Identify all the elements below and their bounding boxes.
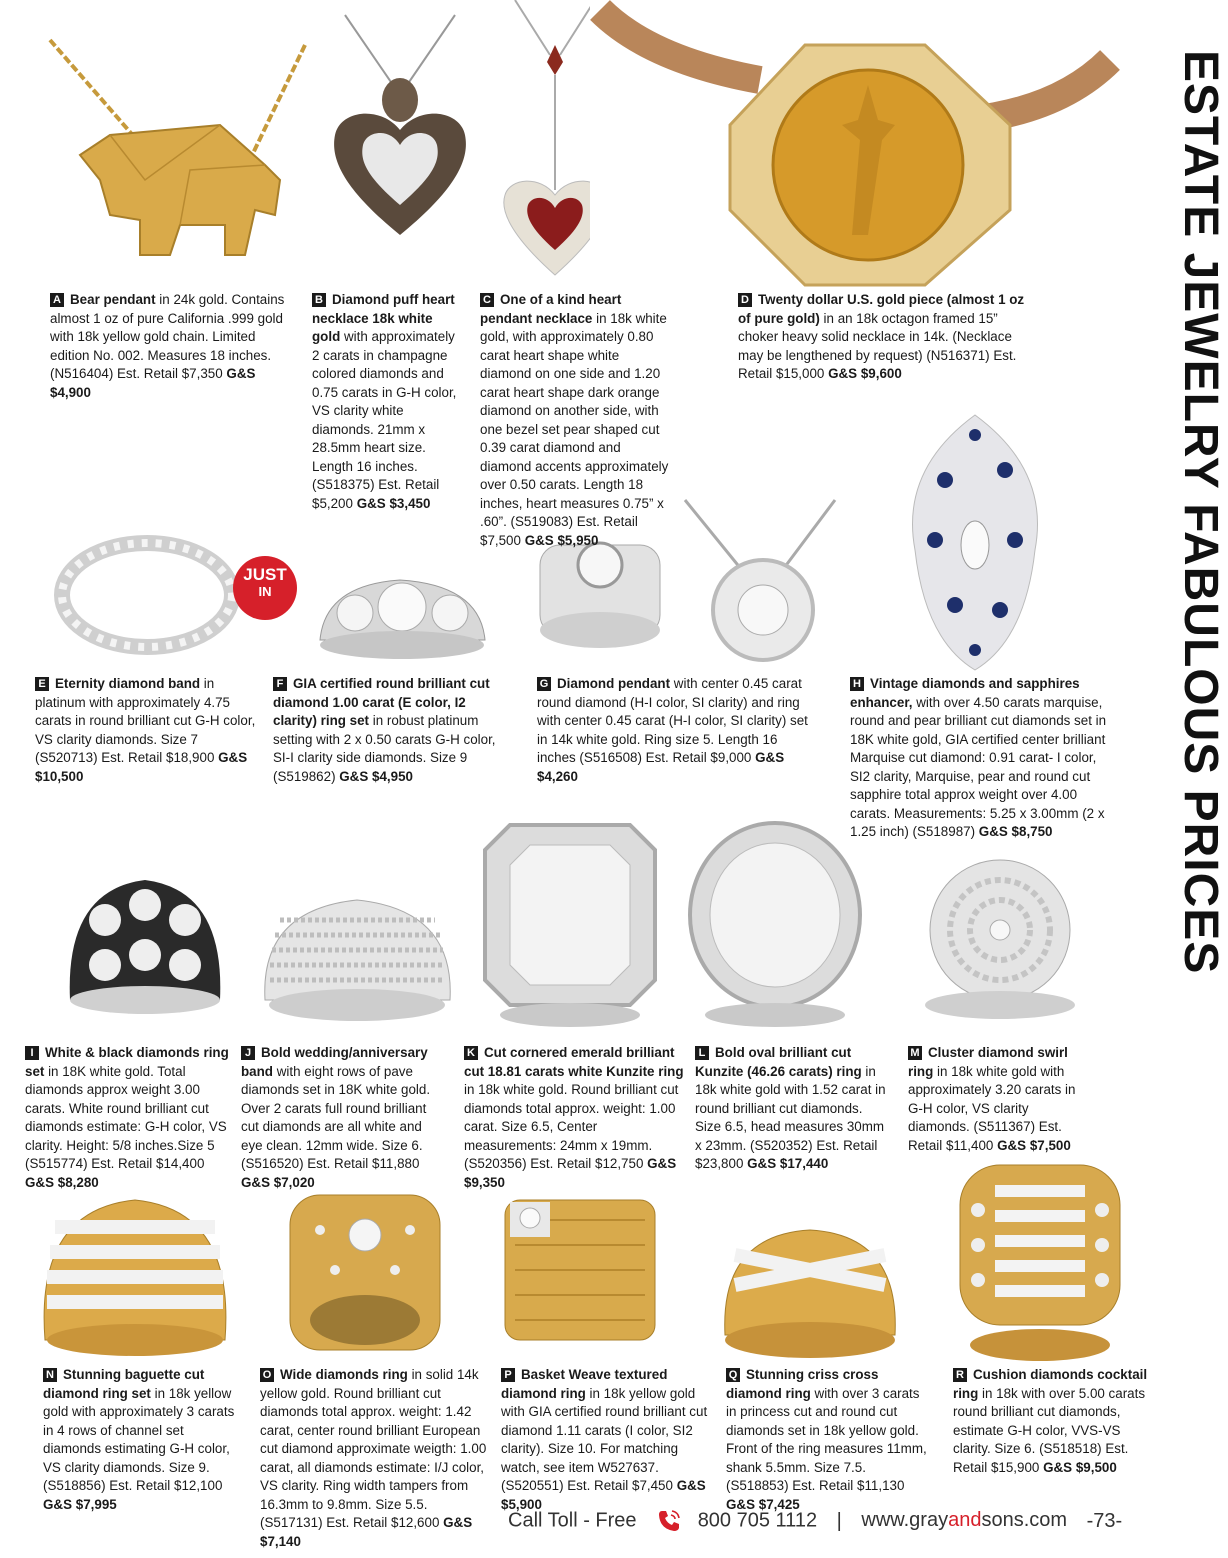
item-letter: N	[43, 1368, 57, 1382]
item-f	[273, 675, 513, 786]
item-desc: in 18k white gold with 1.52 carat in round brilliant cut diamonds. Size 6.5, head measures 30mm x 23mm. (S520352) Est. Retail $23,800	[695, 1063, 886, 1171]
gold-coin-necklace-image	[590, 0, 1120, 290]
item-d	[738, 291, 1038, 384]
item-desc: in 18k white gold. Round brilliant cut diamonds total approx. weight: 1.00 carat. Size 6.5, Center measurements: 24mm x 19mm. (S520356) Est. Retail $12,750	[464, 1082, 679, 1171]
item-desc: with approximately 2 carats in champagne colored diamonds and 0.75 carats in G-H color, VS clarity white diamonds. 21mm x 28.5mm heart size. Length 16 inches. (S518375) Est. Retail $5,200	[312, 329, 457, 511]
item-gs-price: $7,020	[273, 1174, 315, 1190]
three-stone-ring-image	[310, 565, 495, 665]
item-letter: O	[260, 1368, 274, 1382]
item-name: Bold wedding/anniversary band	[241, 1045, 428, 1079]
item-e	[35, 675, 257, 786]
item-letter: L	[695, 1046, 709, 1060]
bear-pendant-image	[20, 20, 320, 290]
item-letter: M	[908, 1046, 922, 1060]
item-gs-label: G&S	[443, 1515, 473, 1530]
item-gs-label: G&S	[25, 1174, 55, 1190]
item-desc: in robust platinum setting with 2 x 0.50 carats G-H color, SI-I clarity side diamonds. Size 9 (S519862)	[273, 713, 496, 784]
item-gs-label: G&S	[43, 1496, 73, 1512]
item-g	[537, 675, 809, 786]
pave-band-image	[260, 890, 455, 1025]
item-desc: in 18k with over 5.00 carats round brilliant cut diamonds, estimate G-H color, VVS-VS clarity. Size 6. (S518518) Est. Retail $15,900	[953, 1385, 1146, 1475]
item-name: GIA certified round brilliant cut diamond 1.00 carat (E color, I2 clarity) ring set	[273, 676, 490, 728]
item-r	[953, 1366, 1153, 1477]
basket-weave-ring-image	[495, 1190, 665, 1360]
item-gs-label: G&S	[726, 1496, 756, 1512]
item-letter: E	[35, 677, 49, 691]
item-c	[480, 291, 670, 550]
item-gs-label: G&S	[978, 824, 1008, 839]
item-h	[850, 675, 1110, 842]
item-name: Cluster diamond swirl ring	[908, 1045, 1068, 1079]
item-gs-price: $4,900	[50, 384, 91, 400]
item-gs-label: G&S	[647, 1156, 677, 1171]
just-in-badge: JUST IN	[233, 556, 297, 620]
item-letter: F	[273, 677, 287, 691]
item-desc: in 18k white gold with approximately 3.20 carats in G-H color, VS clarity diamonds. (S511367) Est. Retail $11,400	[908, 1063, 1076, 1153]
item-gs-price: $17,440	[779, 1156, 829, 1171]
item-gs-label: G&S	[747, 1156, 777, 1171]
item-letter: R	[953, 1368, 967, 1382]
item-gs-price: $5,900	[501, 1496, 542, 1512]
item-desc: in 24k gold. Contains almost 1 oz of pure California .999 gold with 18k yellow gold chain. Limited edition No. 002. Measures 18 inches. (N516404) Est. Retail $7,350	[50, 292, 285, 381]
item-gs-price: $9,500	[1075, 1459, 1117, 1475]
cluster-swirl-ring-image	[910, 855, 1090, 1025]
item-name: Stunning criss cross diamond ring	[726, 1367, 879, 1401]
emerald-cut-kunzite-ring-image	[480, 820, 660, 1030]
footer-separator: |	[836, 1509, 842, 1532]
item-letter: I	[25, 1046, 39, 1060]
oval-kunzite-ring-image	[685, 820, 865, 1030]
item-letter: D	[738, 293, 752, 307]
item-name: Stunning baguette cut diamond ring set	[43, 1367, 205, 1401]
item-j	[241, 1044, 446, 1192]
item-letter: A	[50, 293, 64, 307]
item-desc: in an 18k octagon framed 15” choker heavy solid necklace in 14k. (Necklace may be lengthened by request) (N516371) Est. Retail $15,000	[738, 310, 1017, 381]
item-name: Diamond pendant	[557, 676, 671, 691]
item-gs-price: $8,280	[57, 1174, 99, 1190]
item-gs-label: G&S	[226, 366, 256, 381]
item-desc: in 18k yellow gold with approximately 3 carats in 4 rows of channel set diamonds estimating G-H color, VS clarity diamonds. Size 9. (S518856) Est. Retail $12,100	[43, 1385, 235, 1493]
item-desc: with eight rows of pave diamonds set in 18K white gold. Over 2 carats full round brilliant cut diamonds are all white and eye clean. 12mm wide. Size 6. (S516520) Est. Retail $11,880	[241, 1063, 431, 1171]
item-desc: in 18k white gold, with approximately 0.80 carat heart shape white diamond on one side and 1.20 carat heart shape dark orange diamond on another side, with one bezel set pear shaped cut 0.39 carat diamond and diamond accents approximately over 0.50 carats. Length 18 inches, heart measures 0.75” x .60”. (S519083) Est. Retail $7,500	[480, 310, 669, 548]
item-a	[50, 291, 292, 402]
item-desc: in 18k yellow gold with GIA certified round brilliant cut diamond 1.11 carats (I color, SI2 clarity). Size 10. For matching watch, see item W527637. (S520551) Est. Retail $7,450	[501, 1385, 708, 1493]
url-mid: and	[948, 1509, 982, 1532]
item-b	[312, 291, 462, 513]
item-letter: J	[241, 1046, 255, 1060]
item-letter: B	[312, 293, 326, 307]
item-name: White & black diamonds ring set	[25, 1045, 229, 1079]
item-gs-label: G&S	[755, 750, 785, 765]
item-desc: with over 3 carats in princess cut and round cut diamonds set in 18k yellow gold. Front of the ring measures 11mm, shank 5.5mm. Size 7.5. (S518853) Est. Retail $11,130	[726, 1385, 927, 1493]
item-letter: H	[850, 677, 864, 691]
call-label: Call Toll - Free	[508, 1509, 637, 1532]
item-desc: with over 4.50 carats marquise, round and pear brilliant cut diamonds set in 18K white gold, GIA certified center brilliant Marquise cut diamond: 0.91 carat- I color, SI2 clarity, Marquise, pear and round cut sapphire total approx weight over 4.00 carats. Measurements: 5.25 x 3.00mm (2 x 1.25 inch) (S518987)	[850, 694, 1107, 839]
item-gs-price: $7,995	[75, 1496, 117, 1512]
item-gs-price: $9,600	[860, 366, 902, 381]
cushion-cocktail-ring-image	[950, 1160, 1130, 1365]
item-p	[501, 1366, 709, 1514]
item-gs-price: $8,750	[1011, 824, 1053, 839]
url-suffix: sons.com	[981, 1509, 1068, 1532]
item-gs-price: $4,260	[537, 768, 578, 784]
item-gs-label: G&S	[524, 532, 554, 548]
item-name: Wide diamonds ring	[280, 1367, 408, 1382]
item-gs-price: $5,950	[557, 532, 599, 548]
item-desc: in platinum with approximately 4.75 carats in round brilliant cut G-H color, VS clarity diamonds. Size 7 (S520713) Est. Retail $18,900	[35, 676, 256, 765]
puff-heart-necklace-image	[325, 10, 475, 245]
item-l	[695, 1044, 890, 1174]
item-gs-price: $10,500	[35, 768, 84, 784]
item-gs-label: G&S	[997, 1137, 1027, 1153]
criss-cross-ring-image	[715, 1215, 905, 1365]
item-letter: C	[480, 293, 494, 307]
phone-number[interactable]: 800 705 1112	[697, 1509, 818, 1532]
item-gs-label: G&S	[356, 495, 386, 511]
item-gs-price: $4,950	[372, 768, 413, 784]
baguette-ring-image	[35, 1190, 235, 1360]
item-n	[43, 1366, 243, 1514]
item-desc: with center 0.45 carat round diamond (H-I color, SI clarity) and ring with center 0.45 carat (H-I color, SI clarity) set in 14k white gold. Ring size 5. Length 16 inches (S516508) Est. Retail $9,000	[537, 676, 808, 765]
item-name: Cut cornered emerald brilliant cut 18.81 carats white Kunzite ring	[464, 1045, 684, 1079]
item-q	[726, 1366, 931, 1514]
item-letter: K	[464, 1046, 478, 1060]
black-white-diamond-ring-image	[60, 860, 230, 1020]
item-desc: in solid 14k yellow gold. Round brilliant cut diamonds total approx. weight: 1.42 carat, center round brilliant European cut diamond approximate weigth: 1.00 carat, all diamonds estimate: I/J color, VS clarity. Ring width tampers from 16.3mm to 9.8mm. Size 5.5. (S517131) Est. Retail $12,600	[260, 1367, 487, 1530]
item-desc: in 18K white gold. Total diamonds approx weight 3.00 carats. White round brilliant cut diamonds estimate: G-H color, VS clarity. Height: 5/8 inches.Size 5 (S515774) Est. Retail $14,400	[25, 1063, 227, 1171]
item-gs-price: $7,425	[758, 1496, 800, 1512]
wide-gold-ring-image	[280, 1190, 450, 1360]
item-gs-label: G&S	[218, 750, 248, 765]
item-name: Cushion diamonds cocktail ring	[953, 1367, 1148, 1401]
item-gs-label: G&S	[339, 768, 369, 784]
url-prefix: www.gray	[861, 1509, 949, 1532]
item-name: Vintage diamonds and sapphires enhancer,	[850, 676, 1080, 710]
item-gs-label: G&S	[1043, 1459, 1073, 1475]
item-gs-label: G&S	[676, 1478, 706, 1493]
item-m	[908, 1044, 1093, 1155]
item-gs-price: $3,450	[389, 495, 431, 511]
footer	[508, 1508, 1198, 1534]
item-name: Bear pendant	[70, 292, 156, 307]
item-letter: G	[537, 677, 551, 691]
eternity-band-image	[55, 530, 240, 670]
item-name: Bold oval brilliant cut Kunzite (46.26 carats) ring	[695, 1045, 862, 1079]
sapphire-enhancer-image	[895, 410, 1055, 675]
item-name: Diamond puff heart necklace 18k white gold	[312, 292, 455, 344]
item-name: Basket Weave textured diamond ring	[501, 1367, 668, 1401]
item-gs-label: G&S	[828, 366, 858, 381]
item-gs-price: $7,500	[1029, 1137, 1071, 1153]
item-k	[464, 1044, 689, 1192]
item-name: Eternity diamond band	[55, 676, 201, 691]
item-gs-price: $9,350	[464, 1174, 505, 1190]
item-letter: Q	[726, 1368, 740, 1382]
item-gs-price: $7,140	[260, 1533, 301, 1549]
item-o	[260, 1366, 488, 1551]
phone-icon	[656, 1508, 682, 1534]
item-i	[25, 1044, 235, 1192]
page-title: ESTATE JEWELRY FABULOUS PRICES	[1174, 50, 1227, 975]
item-gs-label: G&S	[241, 1174, 271, 1190]
website-link[interactable]	[861, 1509, 1067, 1531]
page-number: -73-	[1086, 1509, 1123, 1532]
item-letter: P	[501, 1368, 515, 1382]
item-name: Twenty dollar U.S. gold piece (almost 1 oz of pure gold)	[738, 292, 1025, 326]
item-name: One of a kind heart pendant necklace	[480, 292, 622, 326]
